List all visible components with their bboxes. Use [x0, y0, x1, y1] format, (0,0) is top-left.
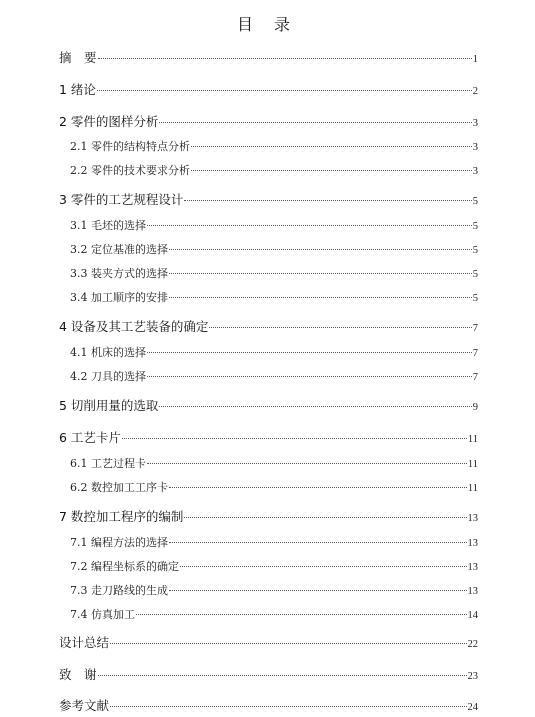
toc-entry-label: 2.1 零件的结构特点分析 [70, 140, 190, 153]
toc-chapter-entry[interactable] [59, 696, 478, 714]
toc-entry-label: 1 绪论 [59, 82, 96, 97]
toc-entry-label: 3.2 定位基准的选择 [70, 243, 168, 256]
toc-entry-label: 6.2 数控加工工序卡 [70, 481, 168, 494]
toc-page-number: 5 [472, 196, 478, 207]
toc-page-number: 11 [467, 434, 478, 445]
toc-section-entry[interactable] [70, 217, 478, 233]
toc-dot-leader [98, 58, 472, 59]
toc-section-entry[interactable] [70, 289, 478, 305]
toc-page-number: 1 [472, 54, 478, 65]
toc-section-entry[interactable] [70, 265, 478, 281]
toc-dot-leader [159, 406, 471, 407]
toc-entry-label: 致 谢 [59, 667, 97, 682]
toc-entry-label: 6.1 工艺过程卡 [70, 457, 146, 470]
toc-entry-label: 4 设备及其工艺装备的确定 [59, 319, 209, 334]
toc-page-number: 5 [472, 269, 478, 280]
toc-entry-label: 5 切削用量的选取 [59, 398, 159, 413]
toc-title: 目 录 [236, 15, 299, 34]
toc-entry-label: 7.4 仿真加工 [70, 608, 135, 621]
toc-page-number: 3 [472, 118, 478, 129]
toc-section-entry[interactable] [70, 241, 478, 257]
toc-dot-leader [169, 297, 472, 298]
toc-page-number: 5 [472, 293, 478, 304]
toc-entry-label: 7.3 走刀路线的生成 [70, 584, 168, 597]
toc-page-number: 5 [472, 245, 478, 256]
toc-dot-leader [184, 517, 466, 518]
toc-dot-leader [136, 614, 467, 615]
toc-dot-leader [110, 643, 466, 644]
toc-section-entry[interactable] [70, 606, 478, 622]
toc-entry-label: 7.1 编程方法的选择 [70, 536, 168, 549]
toc-section-entry[interactable] [70, 479, 478, 495]
toc-entry-label: 2.2 零件的技术要求分析 [70, 164, 190, 177]
toc-dot-leader [147, 352, 472, 353]
toc-page-number: 5 [472, 221, 478, 232]
toc-dot-leader [191, 170, 472, 171]
toc-entry-label: 设计总结 [59, 635, 110, 650]
toc-entry-label: 3.4 加工顺序的安排 [70, 291, 168, 304]
toc-chapter-entry[interactable] [59, 396, 478, 414]
toc-page-number: 2 [472, 86, 478, 97]
toc-chapter-entry[interactable] [59, 633, 478, 651]
toc-entry-label: 7 数控加工程序的编制 [59, 509, 184, 524]
toc-dot-leader [147, 376, 472, 377]
toc-page-number: 14 [467, 610, 478, 621]
toc-page-number: 11 [467, 483, 478, 494]
toc-page-number: 23 [467, 671, 478, 682]
toc-dot-leader [169, 542, 467, 543]
toc-dot-leader [169, 590, 467, 591]
toc-page-number: 3 [472, 166, 478, 177]
toc-entry-label: 3.3 装夹方式的选择 [70, 267, 168, 280]
toc-page-number: 9 [472, 402, 478, 413]
toc-dot-leader [159, 122, 471, 123]
toc-page-number: 24 [467, 702, 478, 713]
toc-page-number: 11 [467, 459, 478, 470]
toc-section-entry[interactable] [70, 138, 478, 154]
toc-page-number: 7 [472, 348, 478, 359]
toc-section-entry[interactable] [70, 558, 478, 574]
toc-chapter-entry[interactable] [59, 507, 478, 525]
toc-dot-leader [147, 225, 472, 226]
toc-section-entry[interactable] [70, 534, 478, 550]
toc-page-number: 13 [467, 513, 478, 524]
toc-entry-label: 3 零件的工艺规程设计 [59, 192, 184, 207]
toc-page-number: 7 [472, 323, 478, 334]
toc-dot-leader [122, 438, 467, 439]
toc-page-number: 3 [472, 142, 478, 153]
toc-page-number: 13 [467, 538, 478, 549]
toc-page-number: 7 [472, 372, 478, 383]
toc-page-number: 13 [467, 562, 478, 573]
toc-entry-label: 摘 要 [59, 50, 97, 65]
toc-chapter-entry[interactable] [59, 665, 478, 683]
toc-entry-label: 4.2 刀具的选择 [70, 370, 146, 383]
toc-entry-label: 7.2 编程坐标系的确定 [70, 560, 179, 573]
toc-dot-leader [97, 90, 472, 91]
toc-dot-leader [169, 273, 472, 274]
toc-dot-leader [147, 463, 467, 464]
toc-section-entry[interactable] [70, 368, 478, 384]
toc-chapter-entry[interactable] [59, 112, 478, 130]
toc-dot-leader [180, 566, 467, 567]
toc-dot-leader [169, 487, 467, 488]
toc-entry-label: 6 工艺卡片 [59, 430, 121, 445]
toc-section-entry[interactable] [70, 582, 478, 598]
toc-dot-leader [169, 249, 472, 250]
toc-section-entry[interactable] [70, 162, 478, 178]
toc-dot-leader [191, 146, 472, 147]
toc-page-number: 22 [467, 639, 478, 650]
toc-entry-label: 参考文献 [59, 698, 110, 713]
toc-page-number: 13 [467, 586, 478, 597]
toc-section-entry[interactable] [70, 455, 478, 471]
toc-entry-label: 2 零件的图样分析 [59, 114, 159, 129]
toc-dot-leader [110, 706, 466, 707]
toc-chapter-entry[interactable] [59, 48, 478, 66]
toc-dot-leader [184, 200, 471, 201]
toc-dot-leader [98, 675, 467, 676]
toc-chapter-entry[interactable] [59, 428, 478, 446]
toc-chapter-entry[interactable] [59, 317, 478, 335]
toc-section-entry[interactable] [70, 344, 478, 360]
toc-chapter-entry[interactable] [59, 80, 478, 98]
toc-entry-label: 3.1 毛坯的选择 [70, 219, 146, 232]
toc-entry-label: 4.1 机床的选择 [70, 346, 146, 359]
toc-dot-leader [209, 327, 471, 328]
toc-chapter-entry[interactable] [59, 190, 478, 208]
